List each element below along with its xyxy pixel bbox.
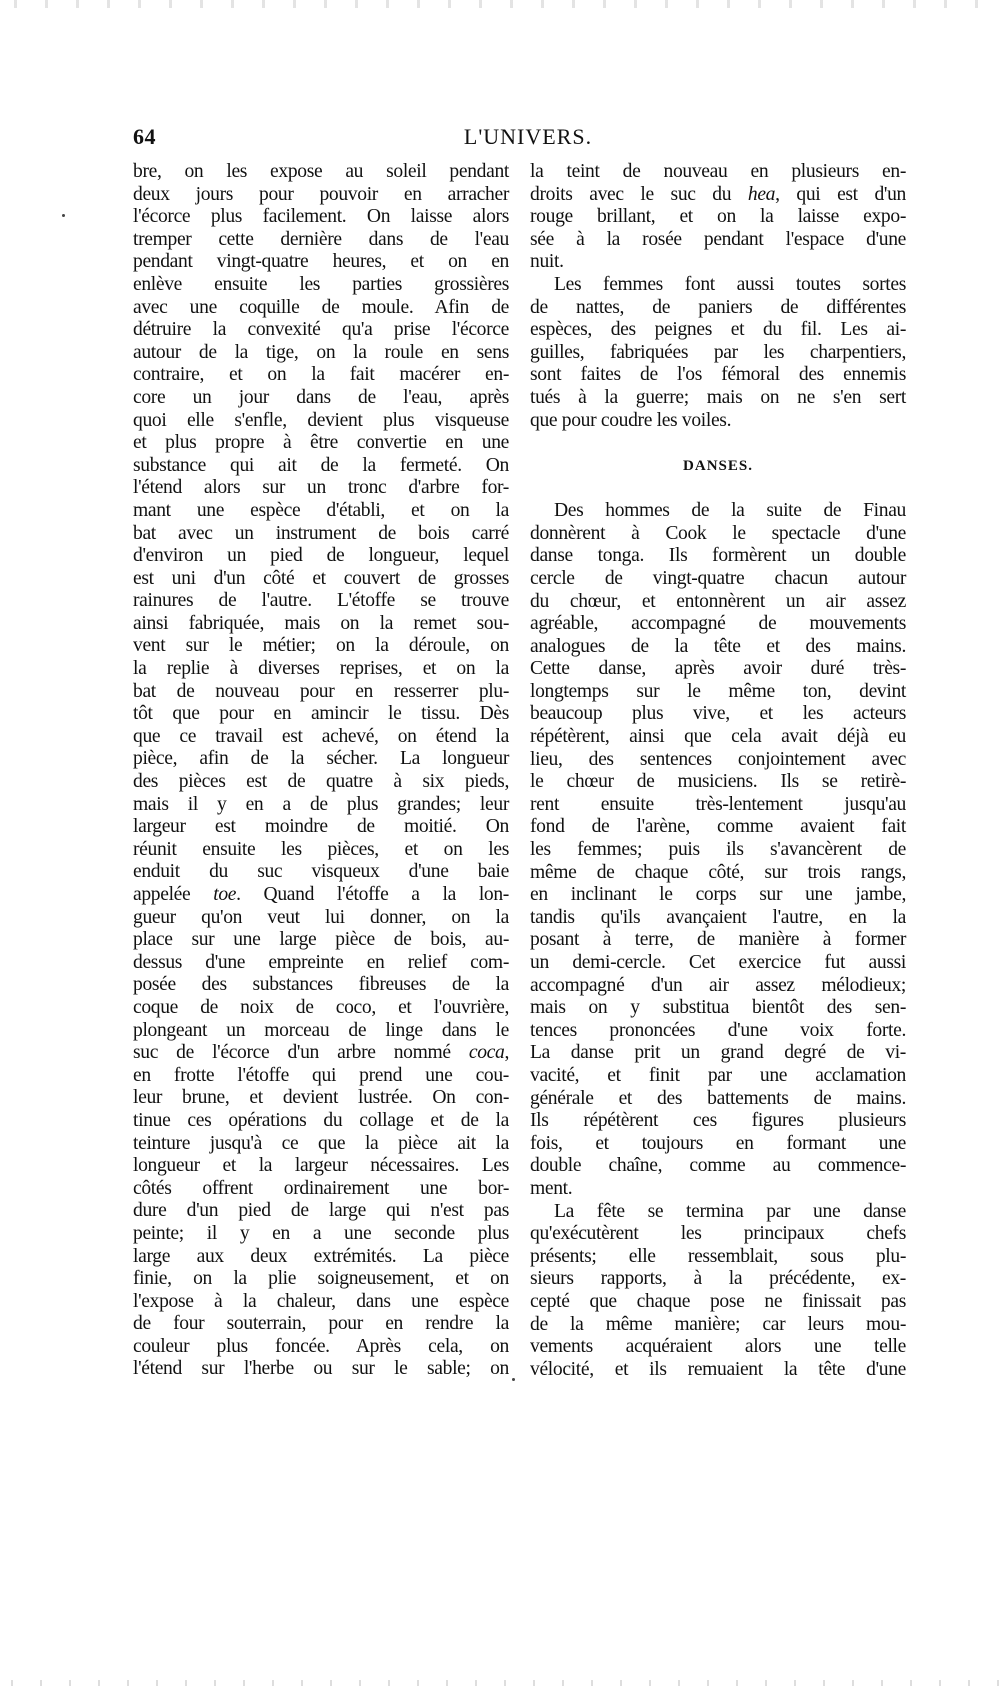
text-line: large aux deux extrémités. La pièce (133, 1245, 509, 1267)
text-line: Des hommes de la suite de Finau (554, 500, 906, 522)
left-column (133, 161, 509, 1381)
text-line: l'étend alors sur un tronc d'arbre for- (133, 477, 509, 499)
text-line: dure d'un pied de large qui n'est pas (133, 1200, 509, 1222)
text-line: la teint de nouveau en plusieurs en- (530, 161, 906, 182)
text-line: générale et des battements de mains. (530, 1087, 906, 1109)
text-line: plongeant un morceau de linge dans le (133, 1019, 509, 1041)
text-line: place sur une large pièce de bois, au- (133, 929, 509, 951)
text-line: en frotte l'étoffe qui prend une cou- (133, 1064, 509, 1086)
text-line: quoi elle s'enfle, devient plus visqueuse (133, 409, 509, 431)
italic-term: toe (213, 884, 237, 905)
text-line: présents; elle ressemblait, sous plu- (530, 1245, 906, 1267)
text-line: danse tonga. Ils formèrent un double (530, 545, 906, 567)
text-line: même de chaque côté, sur trois rangs, (530, 861, 906, 883)
text-line: du chœur, et entonnèrent un air assez (530, 590, 906, 612)
paragraph-final-dance (530, 1201, 906, 1382)
text-line: pendant vingt-quatre heures, et on en (133, 251, 509, 273)
text-line: nuit. (530, 251, 564, 273)
text-line: avec une coquille de moule. Afin de (133, 296, 509, 318)
text-line: le chœur de musiciens. Ils se retirè- (530, 771, 906, 793)
text-line: détruire la convexité qu'a prise l'écorce (133, 319, 509, 341)
text-line: des pièces est de quatre à six pieds, (133, 771, 509, 793)
text-line: sont faites de l'os fémoral des ennemis (530, 364, 906, 386)
text-line: contraire, et on la fait macérer en- (133, 364, 509, 386)
margin-speck (62, 214, 65, 217)
text-line: en inclinant le corps sur une jambe, (530, 884, 906, 906)
italic-term: hea (747, 183, 776, 205)
text-line: longueur et la largeur nécessaires. Les (133, 1155, 509, 1177)
text-line: finie, on la plie soigneusement, et on (133, 1268, 509, 1290)
text-line: double chaîne, comme au commence- (530, 1155, 906, 1177)
text-line: sée à la rosée pendant l'espace d'une (530, 228, 906, 250)
text-line: côtés offrent ordinairement une bor- (133, 1177, 509, 1199)
text-line: fois, et toujours en formant une (530, 1132, 906, 1154)
text-line: fond de l'arène, comme avaient fait (530, 816, 906, 838)
text-line: tremper cette dernière dans de l'eau (133, 228, 509, 250)
text-line: que pour coudre les voiles. (530, 409, 732, 431)
text-line: coque de noix de coco, et l'ouvrière, (133, 996, 509, 1018)
text-line: couleur plus foncée. Après cela, on (133, 1335, 509, 1357)
paragraph-women-crafts (530, 274, 906, 432)
text-line: Les femmes font aussi toutes sortes (554, 273, 906, 295)
text-line: tences prononcées d'une voix forte. (530, 1019, 906, 1041)
paragraph-hea-dye (530, 161, 906, 274)
text-line: longtemps sur le même ton, devint (530, 680, 906, 702)
paragraph-tonga-dance (530, 500, 906, 1200)
text-line: vacité, et finit par une acclamation (530, 1064, 906, 1086)
text-line: donnèrent à Cook le spectacle d'une (530, 522, 906, 544)
text-line: teinture jusqu'à ce que la pièce ait la (133, 1132, 509, 1154)
text-line: agréable, accompagné de mouvements (530, 613, 906, 635)
text-line: largeur est moindre de moitié. On (133, 816, 509, 838)
text-line: guilles, fabriquées par les charpentiers, (530, 341, 906, 363)
text-line: rouge brillant, et on la laisse expo- (530, 206, 906, 228)
right-column (530, 161, 906, 1381)
text-line: qu'exécutèrent les principaux chefs (530, 1223, 906, 1245)
text-line: pièce, afin de la sécher. La longueur (133, 748, 509, 770)
text-line: gueur qu'on veut lui donner, on la (133, 906, 509, 928)
text-line: sieurs rapports, à la précédente, ex- (530, 1268, 906, 1290)
text-line: enlève ensuite les parties grossières (133, 273, 509, 295)
text-line: leur brune, et devient lustrée. On con- (133, 1087, 509, 1109)
text-line: de nattes, de paniers de différentes (530, 296, 906, 318)
text-line: dessus d'une empreinte en relief com- (133, 951, 509, 973)
text-line: suc de l'écorce d'un arbre nommé coca, (133, 1042, 509, 1064)
margin-speck (512, 1378, 515, 1381)
text-line: tinue ces opérations du collage et de la (133, 1109, 509, 1131)
text-line: cepté que chaque pose ne finissait pas (530, 1290, 906, 1312)
page-number: 64 (133, 124, 156, 149)
text-line: Cette danse, après avoir duré très- (530, 658, 906, 680)
text-line: droits avec le suc du hea, qui est d'un (530, 183, 906, 205)
text-line: core un jour dans de l'eau, après (133, 386, 509, 408)
text-line: tués à la guerre; mais on ne s'en sert (530, 386, 906, 408)
text-line: La danse prit un grand degré de vi- (530, 1042, 906, 1064)
text-line: l'écorce plus facilement. On laisse alors (133, 206, 509, 228)
text-line: mais on y substitua bientôt des sen- (530, 997, 906, 1019)
text-line: de four souterrain, pour en rendre la (133, 1313, 509, 1335)
text-line: posant à terre, de manière à former (530, 929, 906, 951)
text-line: ainsi fabriquée, mais on la remet sou- (133, 612, 509, 634)
running-head (133, 124, 905, 150)
text-line: enduit du suc visqueux d'une baie (133, 861, 509, 883)
text-line: bat de nouveau pour en resserrer plu- (133, 680, 509, 702)
text-line: La fête se termina par une danse (554, 1200, 906, 1222)
scan-artifact-bottom (0, 1680, 1000, 1686)
text-line: mant une espèce d'établi, et on la (133, 499, 509, 521)
text-line: l'expose à la chaleur, dans une espèce (133, 1290, 509, 1312)
text-line: l'étend sur l'herbe ou sur le sable; on (133, 1358, 509, 1380)
text-line: réunit ensuite les pièces, et on les (133, 838, 509, 860)
text-line: deux jours pour pouvoir en arracher (133, 183, 509, 205)
text-line: vent sur le métier; on la déroule, on (133, 635, 509, 657)
text-line: tandis qu'ils avançaient l'autre, en la (530, 906, 906, 928)
text-line: beaucoup plus vive, et les acteurs (530, 703, 906, 725)
text-line: peinte; il y en a une seconde plus (133, 1222, 509, 1244)
text-line: accompagné d'un air assez mélodieux; (530, 974, 906, 996)
text-line: bat avec un instrument de bois carré (133, 522, 509, 544)
text-line: espèces, des peignes et du fil. Les ai- (530, 319, 906, 341)
text-line: Ils répétèrent ces figures plusieurs (530, 1110, 906, 1132)
italic-term: coca (468, 1042, 505, 1064)
text-line: de la même manière; car leurs mou- (530, 1313, 906, 1335)
text-line: la replie à diverses reprises, et on la (133, 658, 509, 680)
text-line: que ce travail est achevé, on étend la (133, 725, 509, 747)
section-heading-danses: DANSES. (683, 458, 753, 475)
text-line: lieu, des sentences conjointement avec (530, 748, 906, 770)
text-line: bre, on les expose au soleil pendant (133, 161, 509, 182)
text-line: tôt que pour en amincir le tissu. Dès (133, 703, 509, 725)
text-line: un demi-cercle. Cet exercice fut aussi (530, 952, 906, 973)
text-line: vélocité, et ils remuaient la tête d'une (530, 1358, 906, 1380)
text-line: cercle de vingt-quatre chacun autour (530, 567, 906, 589)
text-line: répétèrent, ainsi que cela avait déjà eu (530, 726, 906, 748)
text-line: autour de la tige, on la roule en sens (133, 341, 509, 363)
text-line: est uni d'un côté et couvert de grosses (133, 567, 509, 589)
text-line: d'environ un pied de longueur, lequel (133, 545, 509, 567)
text-line: ment. (530, 1177, 573, 1199)
text-line: et plus propre à être convertie en une (133, 432, 509, 454)
text-line: les femmes; puis ils s'avancèrent de (530, 839, 906, 861)
text-line: appelée toe. Quand l'étoffe a la lon- (133, 884, 509, 905)
running-title: L'UNIVERS. (463, 124, 593, 149)
text-line: posée des substances fibreuses de la (133, 974, 509, 996)
text-line: rent ensuite très-lentement jusqu'au (530, 793, 906, 815)
text-line: substance qui ait de la fermeté. On (133, 454, 509, 476)
text-line: rainures de l'autre. L'étoffe se trouve (133, 590, 509, 612)
scan-artifact-top (0, 0, 1000, 8)
text-line: mais il y en a de plus grandes; leur (133, 793, 509, 815)
text-line: vements acquéraient alors une telle (530, 1336, 906, 1358)
text-line: analogues de la tête et des mains. (530, 635, 906, 657)
